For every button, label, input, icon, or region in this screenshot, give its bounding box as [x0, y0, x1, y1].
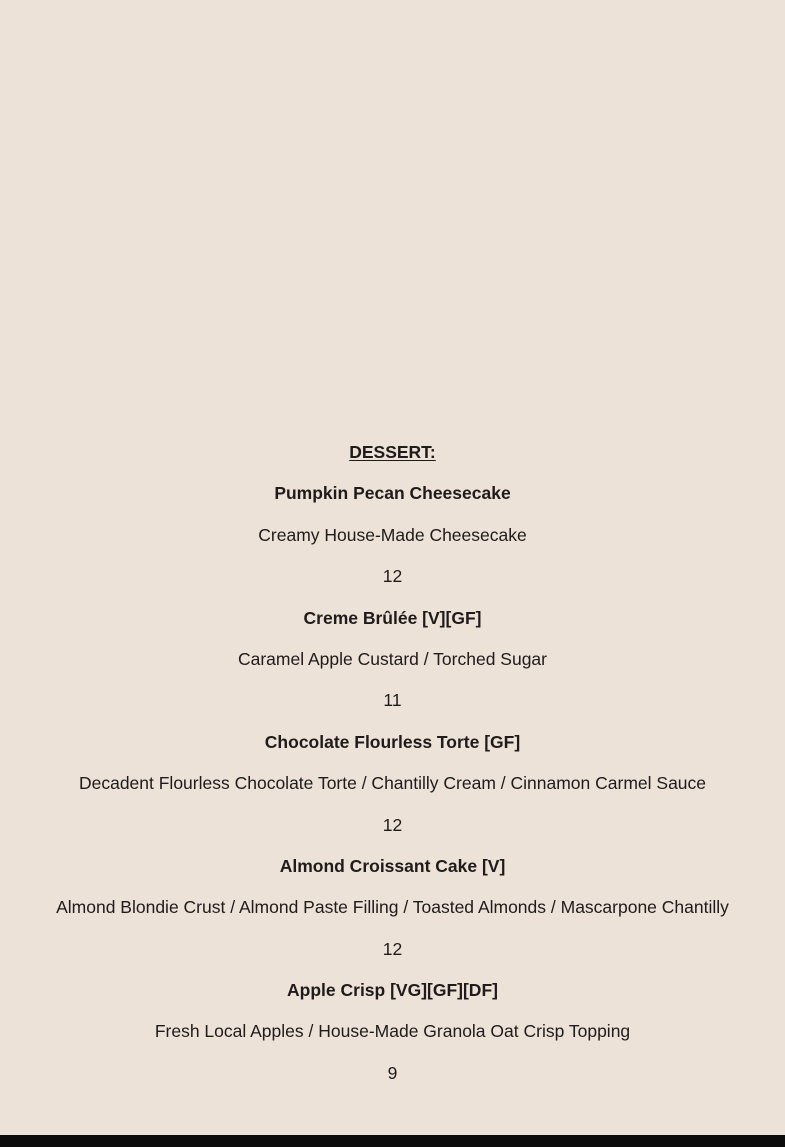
menu-item-name: Almond Croissant Cake [V]: [279, 855, 506, 876]
menu-item-price: 11: [383, 690, 402, 711]
footer-bar: [0, 1135, 785, 1147]
dessert-menu: [0, 432, 785, 1094]
menu-item: [0, 473, 785, 597]
menu-item-description: Caramel Apple Custard / Torched Sugar: [237, 648, 547, 669]
menu-item-price: 9: [387, 1062, 398, 1083]
menu-item: [0, 970, 785, 1094]
menu-item-description: Fresh Local Apples / House-Made Granola Oat Crisp Topping: [154, 1021, 631, 1042]
menu-item-description: Decadent Flourless Chocolate Torte / Chantilly Cream / Cinnamon Carmel Sauce: [78, 773, 707, 794]
menu-item-price: 12: [382, 814, 403, 835]
menu-item-name: Creme Brûlée [V][GF]: [303, 607, 482, 628]
menu-item-name: Apple Crisp [VG][GF][DF]: [287, 980, 498, 1001]
menu-item-name: Chocolate Flourless Torte [GF]: [264, 731, 521, 752]
menu-item-price: 12: [382, 938, 403, 959]
menu-section-heading: DESSERT:: [349, 442, 436, 462]
menu-item-name: Pumpkin Pecan Cheesecake: [274, 483, 511, 504]
menu-item-description: Creamy House-Made Cheesecake: [258, 524, 527, 545]
menu-item: [0, 722, 785, 846]
menu-item-price: 12: [382, 566, 403, 587]
menu-item: [0, 846, 785, 970]
menu-item: [0, 598, 785, 722]
menu-item-description: Almond Blondie Crust / Almond Paste Filling / Toasted Almonds / Mascarpone Chantilly: [56, 897, 729, 918]
